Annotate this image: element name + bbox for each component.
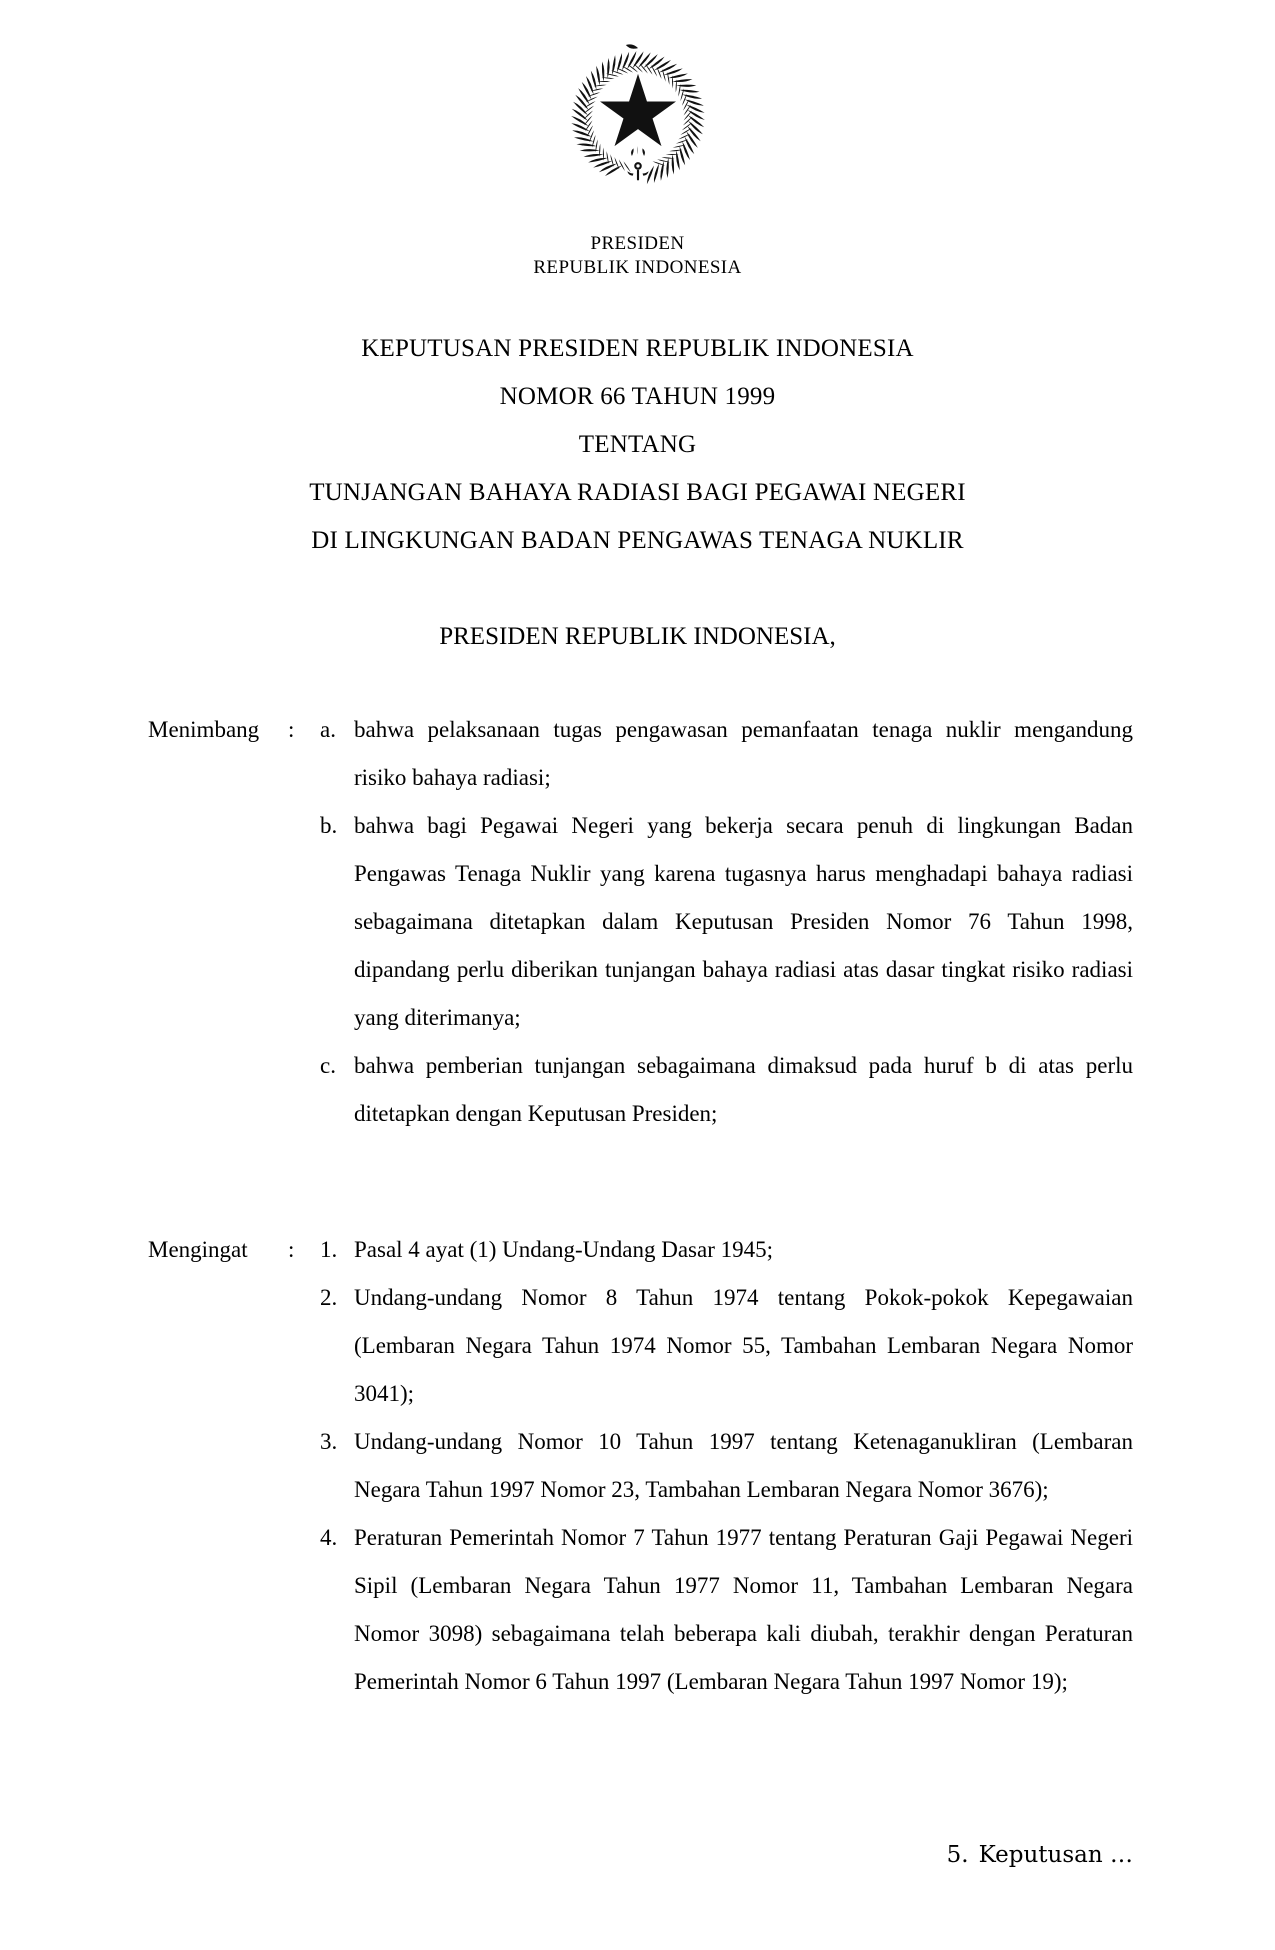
wreath-knot — [627, 146, 648, 180]
list-item — [320, 1274, 1133, 1418]
title-line-1: KEPUTUSAN PRESIDEN REPUBLIK INDONESIA — [361, 335, 914, 362]
clause-mengingat — [148, 1226, 1133, 1706]
list-item-text: bahwa pelaksanaan tugas pengawasan pemanfaatan tenaga nuklir mengandung risiko bahaya radiasi; — [354, 717, 1133, 790]
list-item-marker: c. — [320, 1053, 336, 1078]
list-item-text: Pasal 4 ayat (1) Undang-Undang Dasar 1945; — [354, 1237, 773, 1262]
list-item — [320, 1042, 1133, 1138]
page-title — [0, 325, 1275, 565]
catchword-text: Keputusan … — [978, 1842, 1133, 1868]
star-shape — [600, 74, 676, 146]
title-line-subject-1: TUNJANGAN BAHAYA RADIASI BAGI PEGAWAI NEGERI — [309, 479, 966, 506]
list-item — [320, 706, 1133, 802]
document-header — [0, 232, 1275, 280]
emblem-container — [0, 42, 1275, 194]
list-item-text: Undang-undang Nomor 8 Tahun 1974 tentang Pokok-pokok Kepegawaian (Lembaran Negara Tahun 1974 Nomor 55, Tambahan Lembaran Negara Nomor 3041); — [354, 1285, 1133, 1406]
list-item-marker: b. — [320, 813, 338, 838]
list-item — [320, 802, 1133, 1042]
list-item-marker: 4. — [320, 1525, 338, 1550]
catchword-footer — [0, 1838, 1133, 1872]
header-line-republik-indonesia: REPUBLIK INDONESIA — [533, 257, 742, 278]
header-line-presiden: PRESIDEN — [590, 233, 685, 254]
list-item-marker: 3. — [320, 1429, 338, 1454]
clause-colon: : — [288, 1237, 295, 1262]
list-item — [320, 1418, 1133, 1514]
catchword-number: 5. — [946, 1842, 969, 1868]
list-item — [320, 1514, 1133, 1706]
list-item — [320, 1226, 1133, 1274]
clause-label-menimbang: Menimbang — [148, 717, 260, 742]
clause-items-mengingat — [320, 1226, 1133, 1706]
list-item-text: Undang-undang Nomor 10 Tahun 1997 tentang Ketenaganukliran (Lembaran Negara Tahun 1997 Nomor 23, Tambahan Lembaran Negara Nomor 3676); — [354, 1429, 1133, 1502]
presidential-seal-star-wreath-icon — [562, 42, 714, 194]
clause-row — [148, 706, 1133, 1138]
title-line-tentang: TENTANG — [578, 431, 697, 458]
title-line-subject-2: DI LINGKUNGAN BADAN PENGAWAS TENAGA NUKLIR — [311, 527, 964, 554]
clause-colon: : — [288, 717, 295, 742]
list-item-marker: a. — [320, 717, 336, 742]
clause-row — [148, 1226, 1133, 1706]
list-item-marker: 2. — [320, 1285, 338, 1310]
title-line-nomor: NOMOR 66 TAHUN 1999 — [499, 383, 776, 410]
clause-menimbang — [148, 706, 1133, 1138]
clause-items-menimbang — [320, 706, 1133, 1138]
salutation-line: PRESIDEN REPUBLIK INDONESIA, — [439, 623, 836, 650]
list-item-marker: 1. — [320, 1237, 338, 1262]
clause-label-mengingat: Mengingat — [148, 1237, 248, 1262]
list-item-text: bahwa pemberian tunjangan sebagaimana dimaksud pada huruf b di atas perlu ditetapkan dengan Keputusan Presiden; — [354, 1053, 1133, 1126]
list-item-text: bahwa bagi Pegawai Negeri yang bekerja secara penuh di lingkungan Badan Pengawas Tenaga Nuklir yang karena tugasnya harus menghadapi bahaya radiasi sebagaimana ditetapkan dalam Keputusan Presiden Nomor 76 Tahun 1998, dipandang perlu diberikan tunjangan bahaya radiasi atas dasar tingkat risiko radiasi yang diterimanya; — [354, 813, 1133, 1030]
list-item-text: Peraturan Pemerintah Nomor 7 Tahun 1977 tentang Peraturan Gaji Pegawai Negeri Sipil (Lembaran Negara Tahun 1977 Nomor 11, Tambahan Lembaran Negara Nomor 3098) sebagaimana telah beberapa kali diubah, terakhir dengan Peraturan Pemerintah Nomor 6 Tahun 1997 (Lembaran Negara Tahun 1997 Nomor 19); — [354, 1525, 1133, 1694]
